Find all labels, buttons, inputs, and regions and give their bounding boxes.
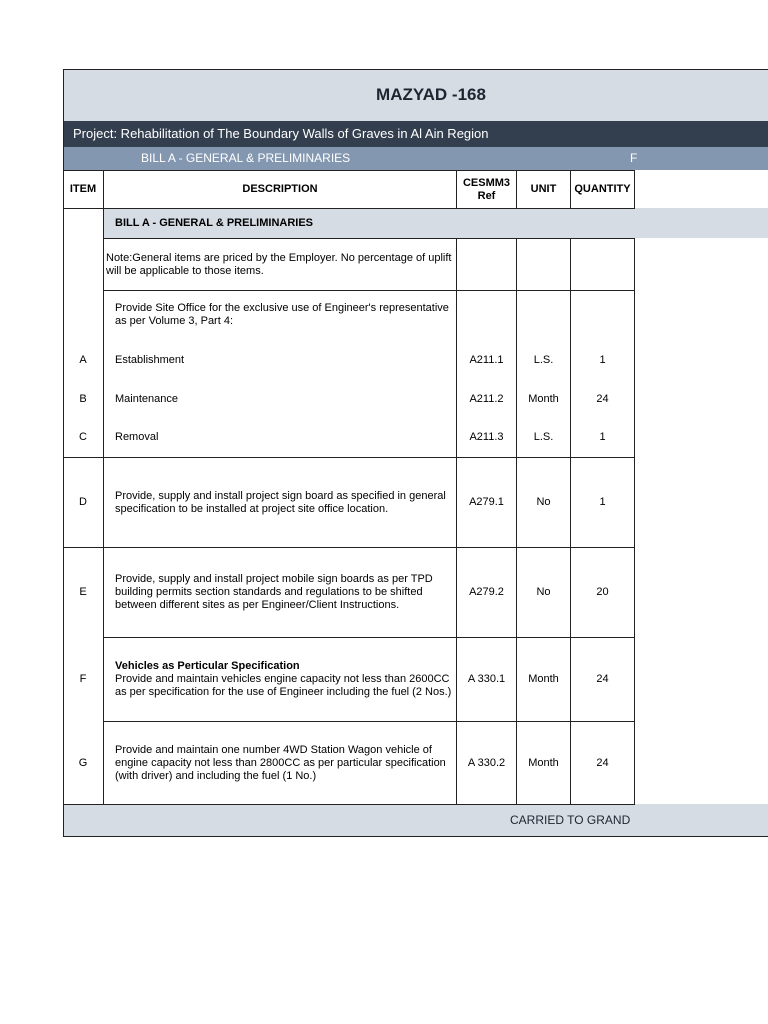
header-cesmm3-ref [457, 171, 516, 208]
row-description: Provide and maintain one number 4WD Station Wagon vehicle of engine capacity not less than 2800CC as per particular specification (with driver) and including the fuel (1 No.) [115, 743, 446, 782]
row-description: Provide, supply and install project mobile sign boards as per TPD building permits section standards and regulations to be shifted between different sites as per Engineer/Client Instructions. [115, 573, 433, 611]
row-item: E [79, 586, 87, 598]
row-ref: A 330.1 [467, 673, 506, 685]
row-quantity: 1 [599, 496, 606, 508]
row-ref: A211.3 [469, 430, 504, 443]
row-item: C [79, 430, 87, 443]
row-description-heading: Vehicles as Perticular Specification [115, 660, 300, 672]
document-title: MAZYAD -168 [376, 85, 486, 104]
row-unit: L.S. [533, 430, 554, 443]
carried-band [63, 804, 768, 837]
row-quantity: 1 [599, 353, 606, 366]
row-quantity: 1 [599, 430, 606, 443]
row-description: Provide, supply and install project sign board as specified in general specification to be installed at project site office location. [115, 489, 446, 515]
section-title: BILL A - GENERAL & PRELIMINARIES [115, 217, 314, 229]
row-quantity: 20 [596, 586, 609, 598]
header-item: ITEM [69, 183, 97, 195]
row-item: B [79, 392, 87, 405]
bill-band-clipped-text: F [630, 151, 638, 165]
row-unit: Month [528, 673, 559, 685]
header-quantity: QUANTITY [574, 183, 631, 195]
carried-to-grand-label: CARRIED TO GRAND [510, 813, 631, 827]
row-description: Provide and maintain vehicles engine capacity not less than 2600CC as per specification for the use of Engineer including the fuel (2 Nos.) [115, 673, 452, 698]
row-description: Removal [115, 430, 159, 443]
row-item: G [78, 756, 88, 769]
row-item: F [79, 673, 87, 685]
row-quantity: 24 [596, 392, 609, 405]
header-description: DESCRIPTION [242, 183, 318, 195]
header-cesmm3-line1: CESMM3 [462, 176, 511, 189]
row-quantity: 24 [596, 756, 609, 769]
row-unit: Month [528, 756, 559, 769]
note-text: Note:General items are priced by the Employer. No percentage of uplift will be applicable to those items. [106, 251, 452, 277]
row-unit: Month [528, 392, 559, 405]
row-quantity: 24 [596, 673, 609, 685]
bill-band-label: BILL A - GENERAL & PRELIMINARIES [141, 151, 351, 165]
row-unit: No [536, 496, 551, 508]
row-description: Maintenance [115, 392, 178, 405]
header-cesmm3-line2: Ref [477, 189, 496, 202]
row-ref: A279.1 [469, 496, 504, 508]
row-item: A [79, 353, 87, 366]
site-office-intro: Provide Site Office for the exclusive use of Engineer's representative as per Volume 3, Part 4: [115, 302, 449, 327]
header-unit: UNIT [530, 183, 557, 195]
row-ref: A 330.2 [467, 756, 506, 769]
row-unit: No [536, 586, 551, 598]
row-unit: L.S. [533, 353, 554, 366]
project-title: Project: Rehabilitation of The Boundary Walls of Graves in Al Ain Region [73, 126, 489, 141]
row-ref: A279.2 [469, 586, 504, 598]
row-description: Establishment [115, 353, 185, 366]
row-item: D [79, 496, 87, 508]
row-ref: A211.2 [469, 392, 504, 405]
row-ref: A211.1 [469, 353, 504, 366]
row-description-cell [104, 638, 456, 721]
